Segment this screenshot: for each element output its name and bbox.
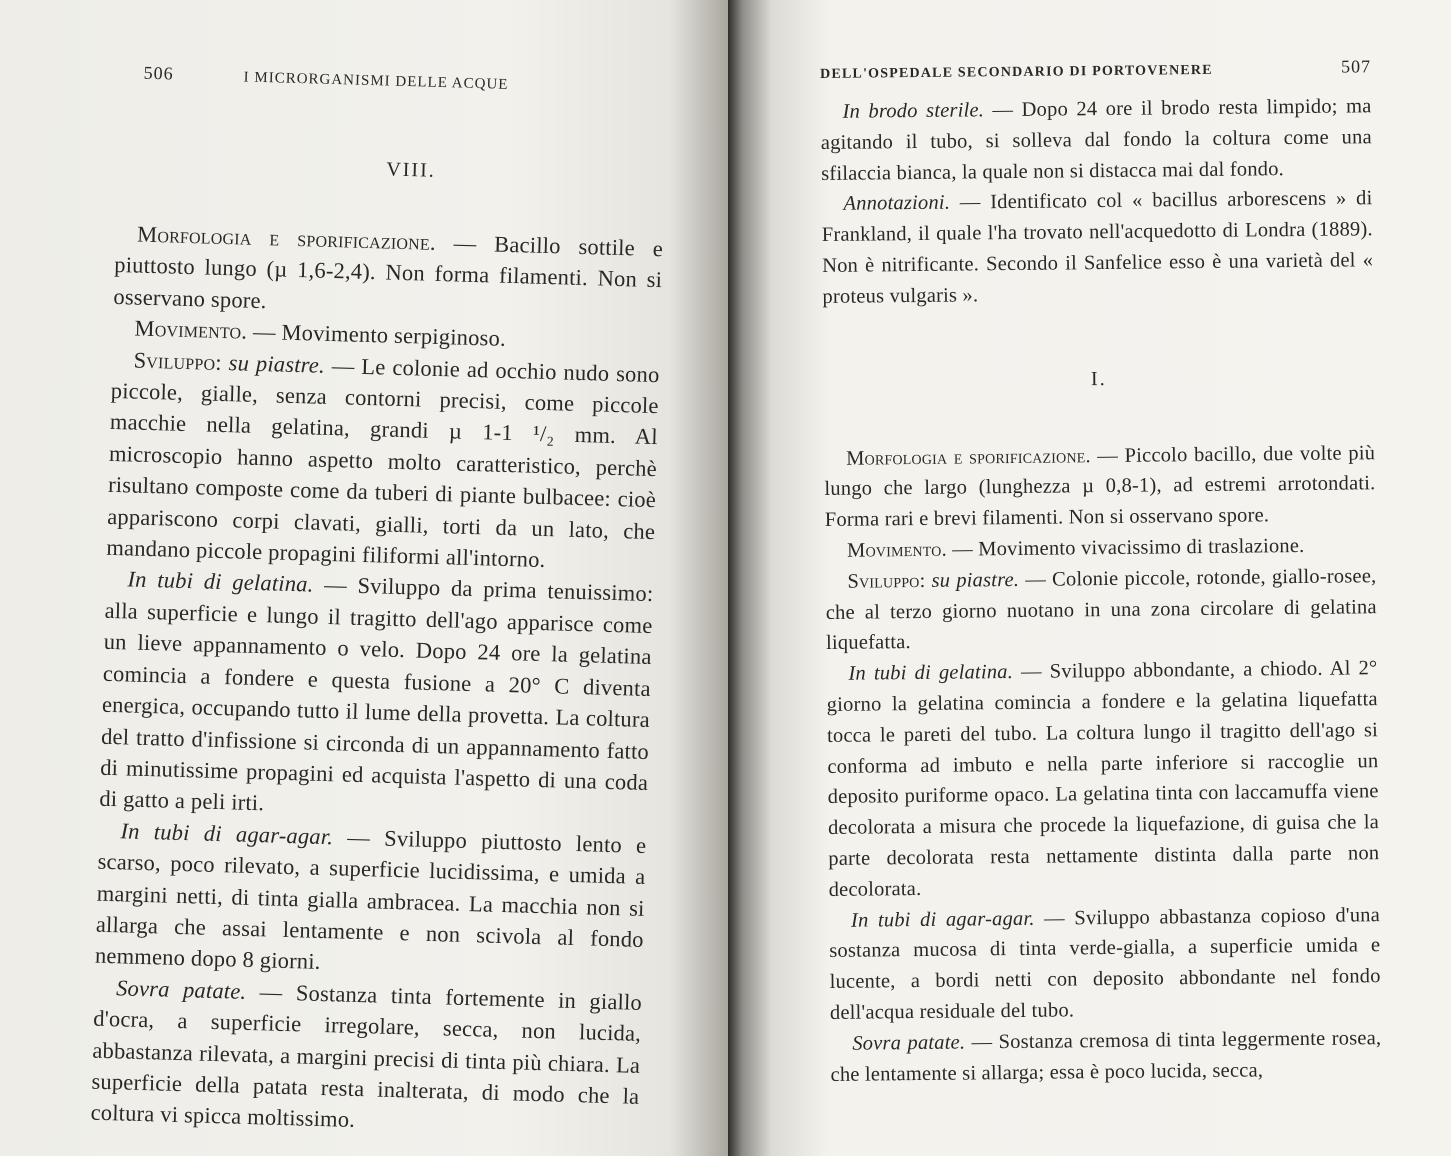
paragraph-text: — Piccolo bacillo, due volte più lungo che largo (lunghezza µ 0,8-1), ad estremi arrotondati. Forma rari e brevi filamenti. Non si osservano spore. xyxy=(824,441,1376,532)
paragraph xyxy=(95,814,647,986)
paragraph-label: Movimento. xyxy=(134,315,248,344)
paragraph-label: Morfologia e sporificazione. xyxy=(846,444,1091,470)
paragraph-label: Sviluppo: xyxy=(133,347,223,375)
paragraph xyxy=(106,344,660,579)
paragraph-text: — Sostanza cremosa di tinta leggermente rosea, che lentamente si allarga; essa è poco lucida, secca, xyxy=(830,1026,1382,1086)
left-running-title: I MICRORGANISMI DELLE ACQUE xyxy=(243,69,509,93)
paragraph-label: Movimento. xyxy=(847,538,947,562)
paragraph-text: — Dopo 24 ore il brodo resta limpido; ma agitando il tubo, si solleva dal fondo la coltura come una sfilaccia bianca, la quale non si distacca mai dal fondo. xyxy=(820,95,1372,185)
paragraph-text: — Sostanza tinta fortemente in giallo d'ocra, a superficie irregolare, secca, non lucida, abbastanza rilevata, a margini precisi di tinta più chiara. La superficie della patata resta inalterata, di modo che la coltura vi spicca moltissimo. xyxy=(90,978,643,1133)
paragraph xyxy=(820,91,1372,189)
paragraph-label: Sovra patate. xyxy=(115,975,247,1004)
paragraph-text: — Sviluppo abbastanza copioso d'una sostanza mucosa di tinta verde-gialla, a superficie umida e lucente, a bordi netti con deposito abbondante nel fondo dell'acqua residuale del tubo. xyxy=(829,903,1381,1024)
paragraph-label: Morfologia e sporificazione. xyxy=(136,221,437,255)
paragraph-label: In tubi di agar-agar. xyxy=(120,818,334,849)
left-page-number: 506 xyxy=(143,62,174,84)
paragraph xyxy=(824,438,1376,536)
paragraph-text: — Sviluppo piuttosto lento e scarso, poco rilevato, a superficie lucidissima, e umida a margini netti, di tinta gialla ambracea. La macchia non si allarga che assai lentamente e non scivola al fondo nemmeno dopo 8 giorni. xyxy=(94,823,647,975)
paragraph-label: In tubi di agar-agar. xyxy=(850,907,1035,932)
right-running-head xyxy=(820,56,1371,83)
left-running-head xyxy=(119,62,667,98)
paragraph xyxy=(829,900,1381,1029)
paragraph-sublabel: su piastre. xyxy=(925,568,1020,592)
paragraph xyxy=(826,653,1380,905)
paragraph-text: — Le colonie ad occhio nudo sono piccole, gialle, senza contorni precisi, come piccole macchie nella gelatina, grandi µ 1-1 ¹/₂ mm. Al microscopio hanno aspetto molto caratteristico, perchè risultano composte come da tuberi di piante bulbacee: cioè appariscono corpi clavati, gialli, torti da un lato, che mandano piccole propagini filiformi all'intorno. xyxy=(106,352,660,573)
paragraph xyxy=(830,1023,1382,1090)
paragraph xyxy=(90,971,642,1143)
right-page-number: 507 xyxy=(1340,56,1372,77)
left-section-number: VIII. xyxy=(386,158,437,182)
right-page-content xyxy=(820,56,1382,1090)
paragraph-sublabel: su piastre. xyxy=(221,349,326,378)
paragraph-label: In tubi di gelatina. xyxy=(127,566,314,598)
right-page xyxy=(728,0,1451,1156)
paragraph-text: — Bacillo sottile e piuttosto lungo (µ 1,6-2,4). Non forma filamenti. Non si osservano spore. xyxy=(113,229,664,313)
paragraph-label: Sviluppo: xyxy=(847,569,926,593)
paragraph xyxy=(825,561,1377,659)
right-running-title: DELL'OSPEDALE SECONDARIO DI PORTOVENERE xyxy=(820,62,1213,82)
paragraph-text: — Sviluppo abbondante, a chiodo. Al 2° giorno la gelatina comincia a fondere e la gelatina liquefatta tocca le pareti del tubo. La coltura lungo il tragitto dell'ago si conforma ad imbuto e nella parte inferiore si raccoglie un deposito puriforme opaco. La gelatina tinta con laccamuffa viene decolorata a misura che procede la liquefazione, di guisa che la parte decolorata resta nettamente distinta dalla parte non decolorata. xyxy=(826,657,1380,901)
paragraph-text: — Movimento serpiginoso. xyxy=(246,318,507,352)
paragraph-label: Sovra patate. xyxy=(852,1031,966,1055)
paragraph-text: — Sviluppo da prima tenuissimo: alla superficie e lungo il tragitto dell'ago apparisce come un lieve appannamento o velo. Dopo 24 ore la gelatina comincia a fondere e questa fusione a 20° C diventa energica, occupando tutto il lume della provetta. La coltura del tratto d'infissione si circonda di un appannamento fatto di minutissime propagini ed acquista l'aspetto di una coda di gatto a peli irti. xyxy=(99,572,654,816)
paragraph xyxy=(821,184,1373,313)
paragraph-label: Annotazioni. xyxy=(843,192,951,216)
paragraph-text: — Identificato col « bacillus arborescens » di Frankland, il quale l'ha trovato nell'acquedotto di Londra (1889). Non è nitrificante. Secondo il Sanfelice esso è una varietà del « proteus vulgaris ». xyxy=(821,187,1374,308)
paragraph-text: — Movimento vivacissimo di traslazione. xyxy=(946,534,1305,561)
paragraph-label: In brodo sterile. xyxy=(842,99,985,123)
left-page-content xyxy=(90,62,668,1144)
paragraph-label: In tubi di gelatina. xyxy=(848,661,1014,685)
paragraph xyxy=(99,563,654,829)
paragraph xyxy=(113,218,663,327)
paragraph-text: — Colonie piccole, rotonde, giallo-rosee, che al terzo giorno nuotano in una zona circolare di gelatina liquefatta. xyxy=(825,564,1377,655)
right-section-number: I. xyxy=(1090,367,1107,390)
